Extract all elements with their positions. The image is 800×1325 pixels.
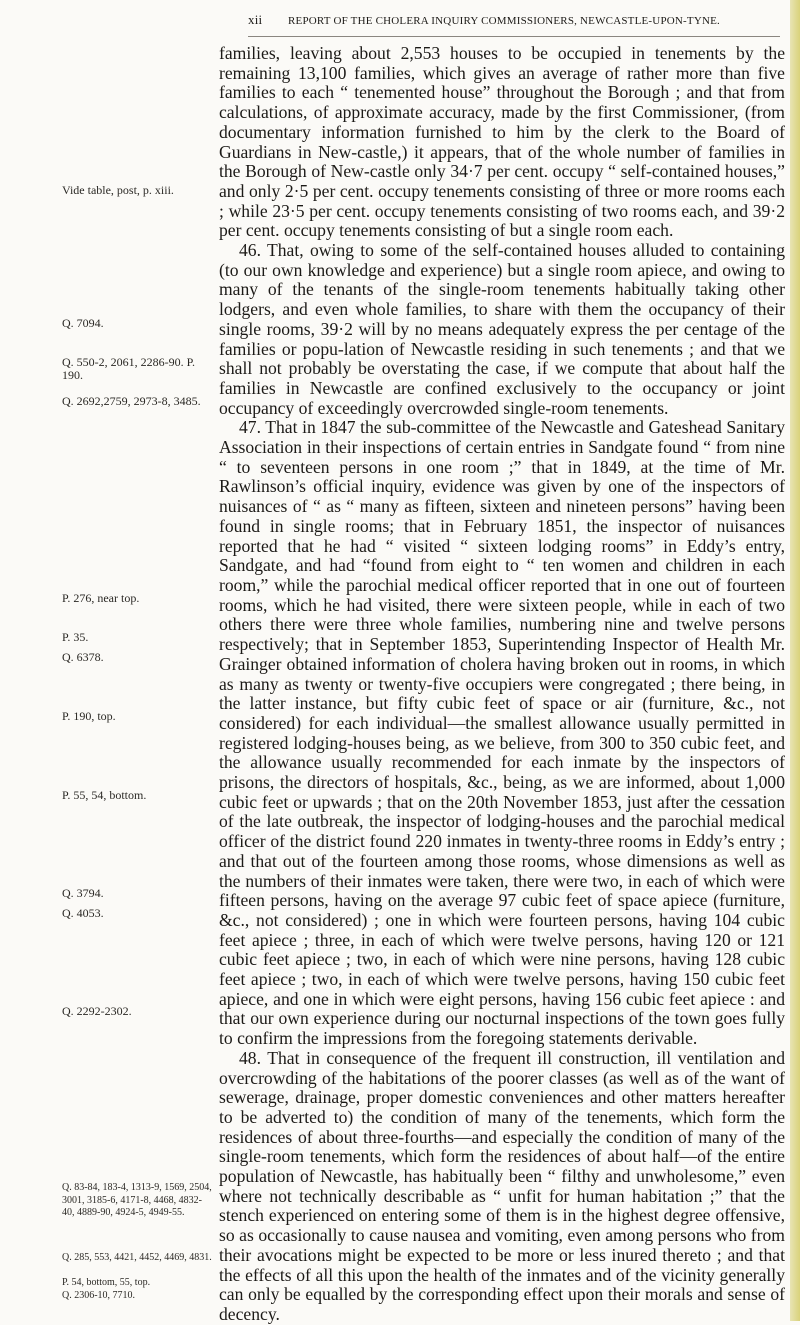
- margin-note: P. 190, top.: [62, 709, 116, 723]
- margin-note: Q. 4053.: [62, 906, 104, 920]
- margin-note: Q. 6378.: [62, 650, 104, 664]
- page-number: xii: [248, 12, 263, 27]
- margin-note: P. 276, near top.: [62, 591, 140, 605]
- margin-note: P. 55, 54, bottom.: [62, 788, 147, 802]
- margin-note: Q. 550-2, 2061, 2286-90. P. 190.: [62, 355, 196, 382]
- margin-note: Vide table, post, p. xiii.: [62, 183, 174, 197]
- margin-note: Q. 2692,2759, 2973-8, 3485.: [62, 394, 201, 408]
- paragraph-continued: families, leaving about 2,553 houses to be occupied in tenements by the remaining 13,100 families, which gives an average of rather more than five families to each “ tenemented house” throughout the Borough ; and that from calculations, of approximate accuracy, made by the first Commissioner, (from documentary information furnished to him by the clerk to the Board of Guardians in New-castle,) it appears, that of the whole number of families in the Borough of New-castle only 34·7 per cent. occupy “ self-contained houses,” and only 2·5 per cent. occupy tenements consisting of three or more rooms each ; while 23·5 per cent. occupy tenements consisting of two rooms each, and 39·2 per cent. occupy tenements consisting of but a single room each.: [219, 43, 785, 241]
- margin-note: Q. 83-84, 183-4, 1313-9, 1569, 2504, 3001, 3185-6, 4171-8, 4468, 4832-40, 4889-90, 4924-5, 4949-55.: [62, 1182, 212, 1218]
- margin-note: P. 35.: [62, 630, 89, 644]
- margin-note: Q. 2292-2302.: [62, 1004, 132, 1018]
- running-title: REPORT OF THE CHOLERA INQUIRY COMMISSIONERS, NEWCASTLE-UPON-TYNE.: [288, 15, 720, 27]
- margin-note: Q. 3794.: [62, 886, 104, 900]
- paragraph-48: 48. That in consequence of the frequent ill construction, ill ventilation and overcrowding of the habitations of the poorer classes (as well as of the want of sewerage, drainage, proper domestic conveniences and other matters hereafter to be adverted to) the condition of many of the tenements, which form the residences of about three-fourths—and especially the condition of many of the single-room tenements, which form the residences of about half—of the entire population of Newcastle, has habitually been “ filthy and unwholesome,” even where not technically describable as “ unfit for human habitation ;” that the stench experienced on entering some of them is in the highest degree offensive, so as occasionally to cause nausea and vomiting, even among persons who from their avocations might be expected to be more or less inured thereto ; and that the effects of all this upon the health of the inmates and of the vicinity generally can only be equalled by the corresponding effect upon their morals and sense of decency.: [219, 1047, 785, 1324]
- paragraph-47: 47. That in 1847 the sub-committee of the Newcastle and Gateshead Sanitary Association in their inspections of certain entries in Sandgate found “ from nine “ to seventeen persons in one room ;” that in 1849, at the time of Mr. Rawlinson’s official inquiry, evidence was given by one of the inspectors of nuisances of “ as “ many as fifteen, sixteen and nineteen persons” having been found in single rooms; that in February 1851, the inspector of nuisances reported that he had “ visited “ sixteen lodging rooms” in Eddy’s entry, Sandgate, and had “found from eight to “ ten women and children in each room,” while the parochial medical officer reported that in one out of fourteen rooms, which he had visited, there were sixteen people, while in each of two others there were three whole families, numbering nine and twelve persons respectively; that in September 1853, Superintending Inspector of Health Mr. Grainger obtained information of cholera having broken out in rooms, in which as many as twenty or twenty-five occupiers were congregated ; there being, in the latter instance, but fifty cubic feet of space or air (furniture, &c., not considered) for each individual—the smallest allowance usually permitted in registered lodging-houses being, as we believe, from 300 to 350 cubic feet, and the allowance usually recommended for each inmate by the inspectors of prisons, the directors of hospitals, &c., being, as we are informed, about 1,000 cubic feet or upwards ; that on the 20th November 1853, just after the cessation of the late outbreak, the inspector of lodging-houses and the parochial medical officer of the district found 220 inmates in twenty-three rooms in Eddy’s entry ; and that out of the fourteen among those rooms, whose dimensions as well as the numbers of their inmates were taken, there were two, in each of which were fifteen persons, having on the average 97 cubic feet of space apiece (furniture, &c., not considered) ; one in which were fourteen persons, having 104 cubic feet apiece ; three, in each of which were twelve persons, having 120 or 121 cubic feet apiece ; two, in each of which were nine persons, having 128 cubic feet apiece ; two, in each of which were twelve persons, having 150 cubic feet apiece, and one in which were eight persons, having 156 cubic feet apiece : and that our own experience during our nocturnal inspections of the town goes fully to confirm the impressions from the foregoing statements derivable.: [219, 417, 785, 1049]
- margin-note: Q. 285, 553, 4421, 4452, 4469, 4831.: [62, 1252, 212, 1263]
- paragraph-46: 46. That, owing to some of the self-contained houses alluded to containing (to our own knowledge and experience) but a single room apiece, and owing to many of the tenants of the single-room tenements habitually taking other lodgers, and even whole families, to share with them the occupancy of their single rooms, 39·2 will by no means adequately express the per centage of the families or popu-lation of Newcastle residing in such tenements ; and that we shall not probably be overstating the case, if we compute that about half the families in Newcastle are confined exclusively to the occupancy or joint occupancy of exceedingly overcrowded single-room tenements.: [219, 240, 785, 418]
- margin-notes: [0, 0, 212, 1321]
- margin-note: Q. 2306-10, 7710.: [62, 1290, 136, 1301]
- margin-note: Q. 7094.: [62, 316, 104, 330]
- page-header: [248, 12, 780, 37]
- margin-note: P. 54, bottom, 55, top.: [62, 1277, 151, 1288]
- body-text: [219, 44, 785, 1325]
- scan-edge: [790, 0, 800, 1321]
